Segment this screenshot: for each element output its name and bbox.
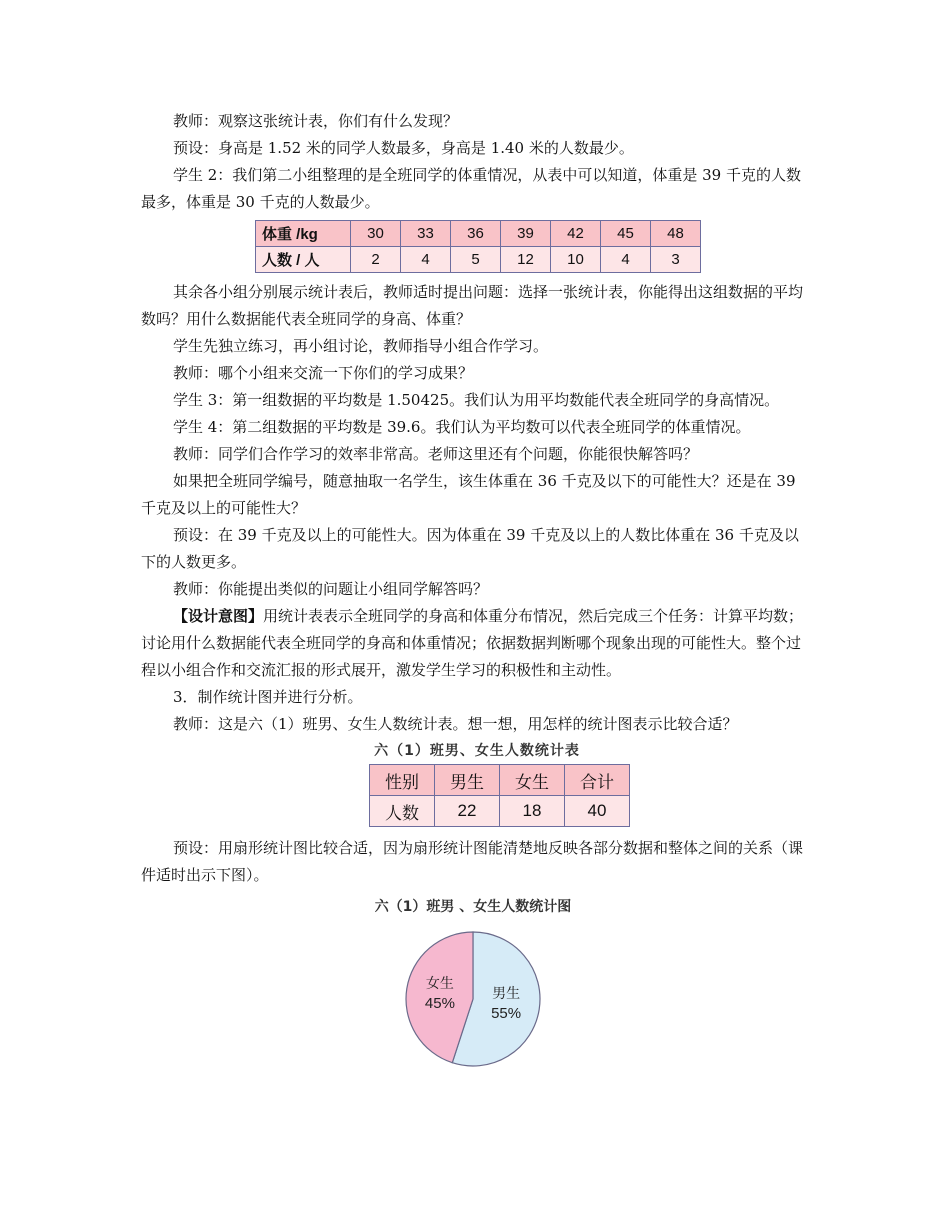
pie-slice-label: 女生 [425,975,454,992]
count-cell: 3 [651,247,701,273]
paragraph-14: 3．制作统计图并进行分析。 [173,688,363,706]
count-cell: 2 [351,247,401,273]
class-table-value: 18 [500,796,565,827]
class-table-title: 六（1）班男、女生人数统计表 [374,743,580,759]
class-table-header-row [370,765,630,796]
weight-cell: 45 [601,221,651,247]
count-cell: 4 [601,247,651,273]
weight-cell: 30 [351,221,401,247]
class-table-value: 40 [565,796,630,827]
weight-table [255,220,701,273]
paragraph-9: 教师：同学们合作学习的效率非常高。老师这里还有个问题，你能很快解答吗？ [173,445,699,463]
paragraph-3: 学生 2：我们第二小组整理的是全班同学的体重情况，从表中可以知道，体重是 39 千克的人数最多，体重是 30 千克的人数最少。 [141,166,801,211]
class-table-header: 男生 [435,765,500,796]
class-table-header: 合计 [565,765,630,796]
paragraph-15: 教师：这是六（1）班男、女生人数统计表。想一想，用怎样的统计图表示比较合适？ [173,715,738,733]
weight-table-header-count: 人数 / 人 [256,247,351,273]
paragraph-7: 学生 3：第一组数据的平均数是 1.50425。我们认为用平均数能代表全班同学的身高情况。 [173,391,780,409]
weight-cell: 33 [401,221,451,247]
pie-chart-title: 六（1）班男 、女生人数统计图 [374,899,572,915]
count-cell: 5 [451,247,501,273]
weight-table-row-weights [256,221,701,247]
count-cell: 12 [501,247,551,273]
class-table-value-row [370,796,630,827]
pie-slice-percent: 45% [424,994,455,1012]
pie-slice-percent: 55% [491,1005,522,1023]
pie-chart [141,889,813,1079]
paragraph-10: 如果把全班同学编号，随意抽取一名学生，该生体重在 36 千克及以下的可能性大？还是在 39 千克及以上的可能性大？ [141,472,796,517]
paragraph-12: 教师：你能提出类似的问题让小组同学解答吗？ [173,580,489,598]
pie-slice-label: 男生 [492,986,521,1003]
count-cell: 10 [551,247,601,273]
paragraph-8: 学生 4：第二组数据的平均数是 39.6。我们认为平均数可以代表全班同学的体重情况。 [173,418,751,436]
weight-cell: 39 [501,221,551,247]
weight-cell: 42 [551,221,601,247]
weight-cell: 36 [451,221,501,247]
paragraph-1: 教师：观察这张统计表，你们有什么发现？ [173,112,459,130]
weight-table-header-weight: 体重 /kg [256,221,351,247]
design-intent-paragraph [141,603,813,684]
paragraph-4: 其余各小组分别展示统计表后，教师适时提出问题：选择一张统计表，你能得出这组数据的平均数吗？用什么数据能代表全班同学的身高、体重？ [141,283,804,328]
weight-table-row-counts [256,247,701,273]
class-table-value: 22 [435,796,500,827]
pie-chart-container [141,889,813,1079]
paragraph-11: 预设：在 39 千克及以上的可能性大。因为体重在 39 千克及以上的人数比体重在 36 千克及以下的人数更多。 [141,526,799,571]
class-table-row-label: 人数 [370,796,435,827]
design-intent-text: 用统计表表示全班同学的身高和体重分布情况，然后完成三个任务：计算平均数；讨论用什么数据能代表全班同学的身高和体重情况；依据数据判断哪个现象出现的可能性大。整个过程以小组合作和交流汇报的形式展开，激发学生学习的积极性和主动性。 [141,607,804,679]
weight-cell: 48 [651,221,701,247]
design-intent-label: 【设计意图】 [173,607,264,625]
class-table-header: 性别 [370,765,435,796]
paragraph-6: 教师：哪个小组来交流一下你们的学习成果？ [173,364,474,382]
paragraph-5: 学生先独立练习，再小组讨论，教师指导小组合作学习。 [173,337,549,355]
class-table [369,764,630,827]
count-cell: 4 [401,247,451,273]
class-table-header: 女生 [500,765,565,796]
paragraph-2: 预设：身高是 1.52 米的同学人数最多，身高是 1.40 米的人数最少。 [173,139,634,157]
document-page [141,108,813,1079]
paragraph-16: 预设：用扇形统计图比较合适，因为扇形统计图能清楚地反映各部分数据和整体之间的关系（课件适时出示下图）。 [141,839,804,884]
